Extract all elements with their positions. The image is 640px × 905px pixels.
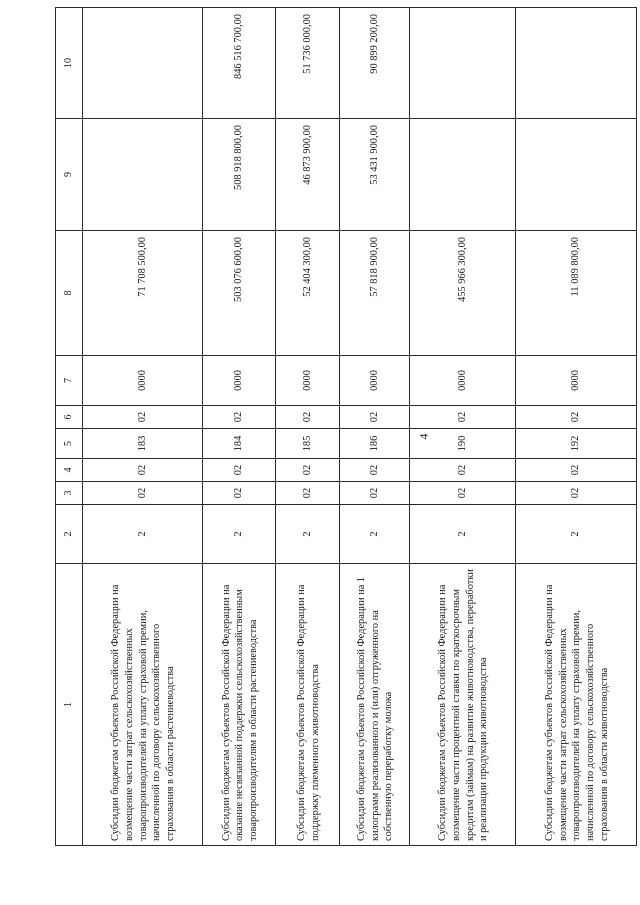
code-cell: 02 <box>516 459 637 482</box>
table-row <box>340 8 410 846</box>
amount-cell <box>82 119 203 231</box>
column-header: 6 <box>56 406 83 429</box>
table-row <box>409 8 516 846</box>
budget-table <box>55 7 637 846</box>
code-cell: 02 <box>203 406 276 429</box>
amount-cell: 53 431 900,00 <box>340 119 410 231</box>
code-cell: 2 <box>340 505 410 564</box>
column-header: 4 <box>56 459 83 482</box>
code-cell: 2 <box>276 505 340 564</box>
table-row <box>82 8 203 846</box>
header-row <box>56 8 83 846</box>
row-description: Субсидии бюджетам субъектов Российской Федерации на возмещение части процентной ставки по краткосрочным кредитам (займам) на развитие животноводства, переработки и реализации продукции животноводства <box>409 564 516 846</box>
code-cell: 02 <box>276 459 340 482</box>
code-cell: 02 <box>82 459 203 482</box>
code-cell: 02 <box>203 459 276 482</box>
amount-cell: 11 089 800,00 <box>516 231 637 356</box>
code-cell: 02 <box>409 459 516 482</box>
table-row <box>203 8 276 846</box>
code-cell: 190 <box>409 429 516 459</box>
column-header: 7 <box>56 356 83 406</box>
code-cell: 2 <box>516 505 637 564</box>
page-number: 4 <box>416 433 431 440</box>
rotated-table-container <box>55 8 637 846</box>
code-cell: 0000 <box>82 356 203 406</box>
code-cell: 02 <box>340 406 410 429</box>
amount-cell: 508 918 800,00 <box>203 119 276 231</box>
code-cell: 02 <box>409 482 516 505</box>
column-header: 9 <box>56 119 83 231</box>
amount-cell: 46 873 900,00 <box>276 119 340 231</box>
code-cell: 02 <box>516 406 637 429</box>
row-description: Субсидии бюджетам субъектов Российской Федерации на возмещение части затрат сельскохозяйственных товаропроизводителей на уплату страховой премии, начисленной по договору сельскохозяйственного страхования в области растениеводства <box>82 564 203 846</box>
column-header: 10 <box>56 8 83 119</box>
code-cell: 02 <box>516 482 637 505</box>
code-cell: 02 <box>82 406 203 429</box>
amount-cell: 90 899 200,00 <box>340 8 410 119</box>
code-cell: 2 <box>409 505 516 564</box>
code-cell: 02 <box>203 482 276 505</box>
code-cell: 186 <box>340 429 410 459</box>
amount-cell: 846 516 700,00 <box>203 8 276 119</box>
column-header: 1 <box>56 564 83 846</box>
column-header: 8 <box>56 231 83 356</box>
code-cell: 0000 <box>516 356 637 406</box>
table-row <box>516 8 637 846</box>
code-cell: 0000 <box>340 356 410 406</box>
column-header: 2 <box>56 505 83 564</box>
code-cell: 184 <box>203 429 276 459</box>
column-header: 5 <box>56 429 83 459</box>
table-row <box>276 8 340 846</box>
code-cell: 2 <box>203 505 276 564</box>
code-cell: 02 <box>82 482 203 505</box>
row-description: Субсидии бюджетам субъектов Российской Федерации на 1 килограмм реализованного и (или) отгруженного на собственную переработку молока <box>340 564 410 846</box>
code-cell: 0000 <box>203 356 276 406</box>
code-cell: 192 <box>516 429 637 459</box>
code-cell: 0000 <box>276 356 340 406</box>
budget-table-page <box>55 8 637 846</box>
amount-cell: 503 076 600,00 <box>203 231 276 356</box>
code-cell: 02 <box>340 482 410 505</box>
amount-cell: 51 736 000,00 <box>276 8 340 119</box>
code-cell: 02 <box>409 406 516 429</box>
amount-cell <box>516 8 637 119</box>
code-cell: 02 <box>340 459 410 482</box>
column-header: 3 <box>56 482 83 505</box>
code-cell: 0000 <box>409 356 516 406</box>
amount-cell <box>409 8 516 119</box>
row-description: Субсидии бюджетам субъектов Российской Федерации на поддержку племенного животноводства <box>276 564 340 846</box>
amount-cell <box>516 119 637 231</box>
amount-cell: 57 818 900,00 <box>340 231 410 356</box>
code-cell: 183 <box>82 429 203 459</box>
code-cell: 02 <box>276 406 340 429</box>
amount-cell: 52 404 300,00 <box>276 231 340 356</box>
amount-cell: 455 966 300,00 <box>409 231 516 356</box>
row-description: Субсидии бюджетам субъектов Российской Федерации на оказание несвязанной поддержки сельскохозяйственным товаропроизводителям в области растениеводства <box>203 564 276 846</box>
code-cell: 2 <box>82 505 203 564</box>
row-description: Субсидии бюджетам субъектов Российской Федерации на возмещение части затрат сельскохозяйственных товаропроизводителей на уплату страховой премии, начисленной по договору сельскохозяйственного страхования в области животноводства <box>516 564 637 846</box>
code-cell: 185 <box>276 429 340 459</box>
amount-cell <box>82 8 203 119</box>
amount-cell <box>409 119 516 231</box>
code-cell: 02 <box>276 482 340 505</box>
amount-cell: 71 708 500,00 <box>82 231 203 356</box>
